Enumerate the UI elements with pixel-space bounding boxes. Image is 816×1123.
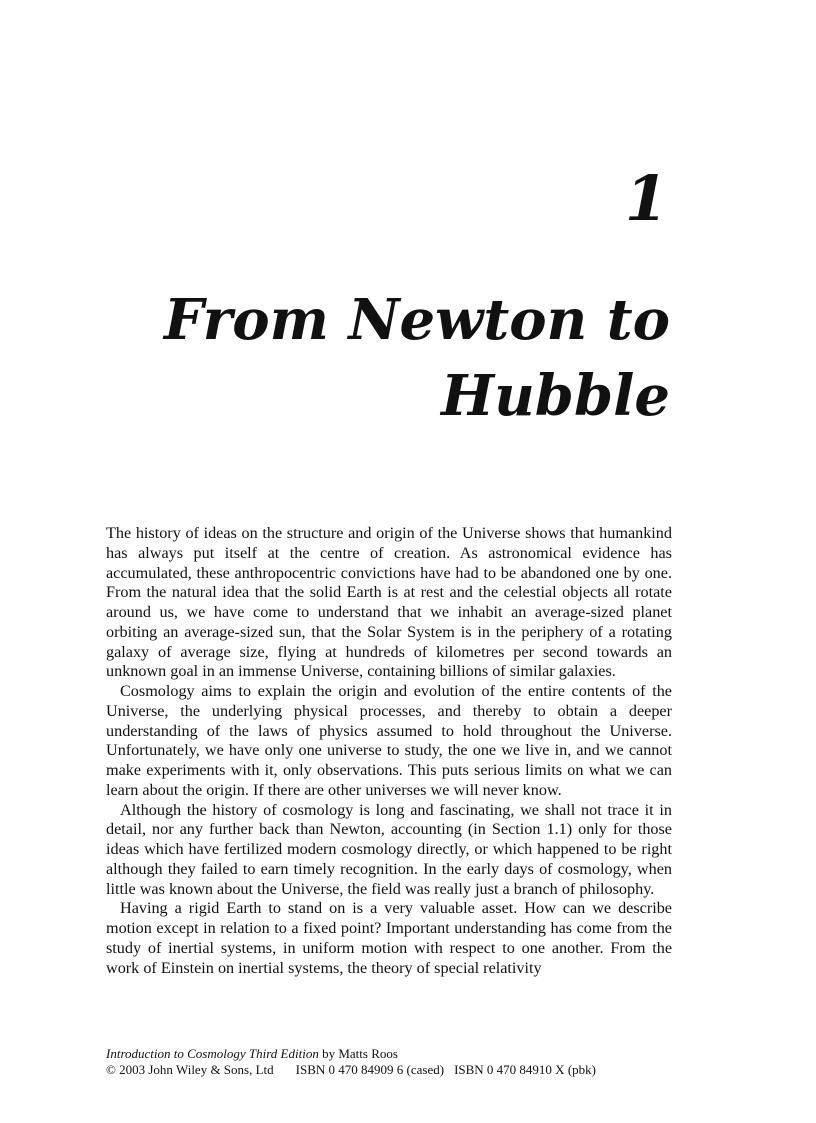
book-author: by Matts Roos [322, 1046, 398, 1061]
isbn-cased: ISBN 0 470 84909 6 (cased) [295, 1062, 445, 1077]
paragraph-4: Having a rigid Earth to stand on is a very valuable asset. How can we describe motion except in relation to a fixed point? Important understanding has come from the study of inertial systems, in uniform motion with respect to one another. From the work of Einstein on inertial systems, the theory of special relativity [106, 899, 672, 977]
chapter-title-line-2: Hubble [441, 363, 670, 429]
isbn-pbk: ISBN 0 470 84910 X (pbk) [454, 1062, 596, 1077]
chapter-title [150, 282, 670, 434]
page-footer [106, 1046, 706, 1078]
paragraph-2: Cosmology aims to explain the origin and evolution of the entire contents of the Universe, the underlying physical processes, and thereby to obtain a deeper understanding of the laws of physics assumed to hold throughout the Universe. Unfortunately, we have only one universe to study, the one we live in, and we cannot make experiments with it, only observations. This puts serious limits on what we can learn about the origin. If there are other universes we will never know. [106, 682, 672, 799]
chapter-title-line-1: From Newton to [163, 287, 670, 353]
chapter-body [106, 524, 672, 978]
footer-line-2 [106, 1062, 706, 1078]
footer-line-1 [106, 1046, 706, 1062]
chapter-number: 1 [624, 162, 668, 235]
paragraph-1: The history of ideas on the structure and origin of the Universe shows that humankind has always put itself at the centre of creation. As astronomical evidence has accumulated, these anthropocentric convictions have had to be abandoned one by one. From the natural idea that the solid Earth is at rest and the celestial objects all rotate around us, we have come to understand that we inhabit an average-sized planet orbiting an average-sized sun, that the Solar System is in the periphery of a rotating galaxy of average size, flying at hundreds of kilometres per second towards an unknown goal in an immense Universe, containing billions of similar galaxies. [106, 524, 672, 681]
paragraph-3: Although the history of cosmology is long and fascinating, we shall not trace it in detail, nor any further back than Newton, accounting (in Section 1.1) only for those ideas which have fertilized modern cosmology directly, or which happened to be right although they failed to earn timely recognition. In the early days of cosmology, when little was known about the Universe, the field was really just a branch of philosophy. [106, 800, 672, 898]
copyright-notice: © 2003 John Wiley & Sons, Ltd [106, 1062, 274, 1077]
book-title: Introduction to Cosmology Third Edition [106, 1046, 319, 1061]
